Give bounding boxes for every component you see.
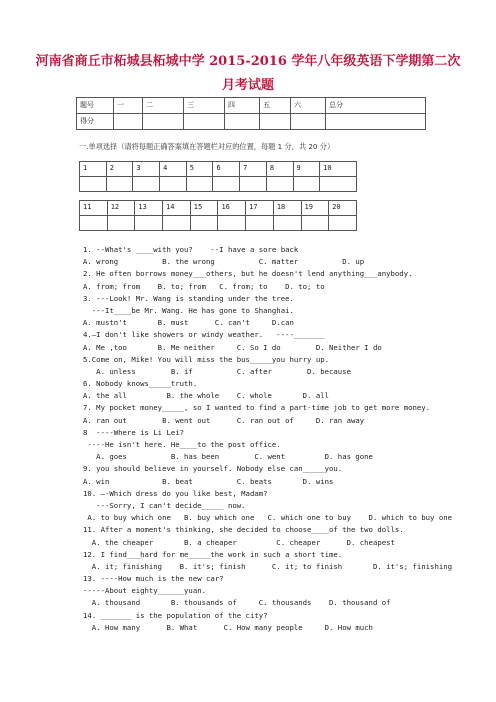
question-line: A. How many B. What C. How many people D. How much <box>83 622 373 632</box>
answer-number: 20 <box>329 201 357 216</box>
answer-grid-11-20 <box>79 200 357 231</box>
answer-blank[interactable] <box>133 177 160 192</box>
answer-number: 4 <box>160 162 187 177</box>
score-cell: 二 <box>143 98 184 114</box>
answer-blank-row <box>80 177 357 192</box>
score-table-score-row <box>77 114 426 130</box>
exam-title-line1: 河南省商丘市柘城县柘城中学 2015-2016 学年八年级英语下学期第二次 <box>35 54 461 69</box>
question-line: 3. ---Look! Mr. Wang is standing under the tree. <box>83 293 294 303</box>
answer-blank[interactable] <box>80 216 108 231</box>
answer-number: 12 <box>107 201 135 216</box>
score-cell: 五 <box>260 98 291 114</box>
question-line: A. win B. beat C. beats D. wins <box>83 476 334 486</box>
question-line: 9. you should believe in yourself. Nobody else can_____you. <box>83 464 343 474</box>
answer-blank[interactable] <box>293 177 320 192</box>
answer-number: 14 <box>163 201 191 216</box>
question-line: 2. He often borrows money___others, but he doesn't lend anything___anybody. <box>83 269 413 279</box>
score-cell[interactable] <box>225 114 260 130</box>
answer-number: 18 <box>273 201 301 216</box>
question-line: 11. After a moment's thinking, she decided to choose____of the two dolls. <box>83 525 404 535</box>
answer-blank[interactable] <box>107 216 135 231</box>
answer-blank[interactable] <box>246 216 274 231</box>
score-cell[interactable] <box>114 114 143 130</box>
question-line: 12. I find___hard for me_____the work in such a short time. <box>83 549 343 559</box>
answer-number: 10 <box>320 162 357 177</box>
answer-blank[interactable] <box>301 216 329 231</box>
answer-number: 7 <box>240 162 267 177</box>
answer-blank[interactable] <box>135 216 163 231</box>
question-line: A. wrong B. the wrong C. matter D. up <box>83 257 365 267</box>
answer-blank[interactable] <box>266 177 293 192</box>
score-table <box>76 97 426 130</box>
answer-number: 9 <box>293 162 320 177</box>
answer-blank[interactable] <box>163 216 191 231</box>
answer-blank[interactable] <box>106 177 133 192</box>
question-line: A. thousand B. thousands of C. thousands D. thousand of <box>83 598 391 608</box>
question-line: ---It____be Mr. Wang. He has gone to Shanghai. <box>83 305 294 315</box>
question-line: A. ran out B. went out C. ran out of D. ran away <box>83 415 365 425</box>
score-cell[interactable] <box>326 114 426 130</box>
score-cell[interactable] <box>260 114 291 130</box>
answer-number: 3 <box>133 162 160 177</box>
question-line: 13. ----How much is the new car? <box>83 574 224 584</box>
question-list <box>83 244 493 634</box>
answer-blank[interactable] <box>329 216 357 231</box>
answer-number-row <box>80 201 357 216</box>
question-line: A. mustn't B. must C. can't D.can <box>83 318 294 328</box>
question-line: 5.Come on, Mike! You will miss the bus_____you hurry up. <box>83 354 330 364</box>
part1-instruction: 一.单项选择（请将每题正确答案填在答题栏对应的位置，每题 1 分，共 20 分） <box>79 142 335 151</box>
score-table-header-row <box>77 98 426 114</box>
answer-blank[interactable] <box>218 216 246 231</box>
question-line: 8 ----Where is Li Lei? <box>83 427 185 437</box>
answer-number: 16 <box>218 201 246 216</box>
answer-number: 17 <box>246 201 274 216</box>
question-line: A. the cheaper B. a cheaper C. cheaper D. cheapest <box>83 537 395 547</box>
question-line: A. from; from B. to; from C. from; to D. to; to <box>83 281 325 291</box>
question-line: 10. –-Which dress do you like best, Madam? <box>83 488 268 498</box>
answer-blank[interactable] <box>80 177 107 192</box>
score-cell: 得分 <box>77 114 114 130</box>
question-line: 6. Nobody knows_____truth. <box>83 379 198 389</box>
answer-blank[interactable] <box>320 177 357 192</box>
answer-blank-row <box>80 216 357 231</box>
question-line: -----About eighty______yuan. <box>83 586 207 596</box>
question-line: 14. _______ is the population of the city? <box>83 610 268 620</box>
score-cell[interactable] <box>184 114 225 130</box>
answer-number: 1 <box>80 162 107 177</box>
question-line: 4.—I don't like showers or windy weather. ----_______ <box>83 330 325 340</box>
question-line: ---Sorry, I can't decide_____ now. <box>83 500 246 510</box>
answer-blank[interactable] <box>213 177 240 192</box>
score-cell[interactable] <box>143 114 184 130</box>
question-line: A. Me ,too B. Me neither C. So I do D. Neither I do <box>83 342 382 352</box>
answer-blank[interactable] <box>240 177 267 192</box>
answer-number-row <box>80 162 357 177</box>
score-cell: 四 <box>225 98 260 114</box>
question-line: A. to buy which one B. buy which one C. which one to buy D. which to buy one <box>83 513 453 523</box>
answer-number: 19 <box>301 201 329 216</box>
question-line: A. unless B. if C. after D. because <box>83 366 351 376</box>
answer-grid-1-10 <box>79 161 357 192</box>
answer-blank[interactable] <box>160 177 187 192</box>
exam-title-line2: 月考试题 <box>221 78 274 93</box>
score-cell: 六 <box>291 98 326 114</box>
answer-number: 11 <box>80 201 108 216</box>
question-line: A. the all B. the whole C. whole D. all <box>83 391 330 401</box>
score-cell: 三 <box>184 98 225 114</box>
answer-number: 5 <box>186 162 213 177</box>
question-line: A. goes B. has been C. went D. has gone <box>83 452 373 462</box>
question-line: 1. --What's ____with you? --I have a sore back <box>83 245 299 254</box>
question-line: A. it; finishing B. it's; finish C. it; to finish D. it's; finishing <box>83 561 453 571</box>
answer-blank[interactable] <box>190 216 218 231</box>
answer-blank[interactable] <box>273 216 301 231</box>
answer-blank[interactable] <box>186 177 213 192</box>
score-cell: 题号 <box>77 98 114 114</box>
answer-number: 13 <box>135 201 163 216</box>
answer-number: 2 <box>106 162 133 177</box>
answer-number: 6 <box>213 162 240 177</box>
score-cell[interactable] <box>291 114 326 130</box>
question-line: 7. My pocket money_____, so I wanted to find a part-time job to get more money. <box>83 403 431 413</box>
score-cell: 总分 <box>326 98 426 114</box>
answer-number: 15 <box>190 201 218 216</box>
question-line: ----He isn't here. He____to the post office. <box>83 440 281 449</box>
answer-number: 8 <box>266 162 293 177</box>
score-cell: 一 <box>114 98 143 114</box>
